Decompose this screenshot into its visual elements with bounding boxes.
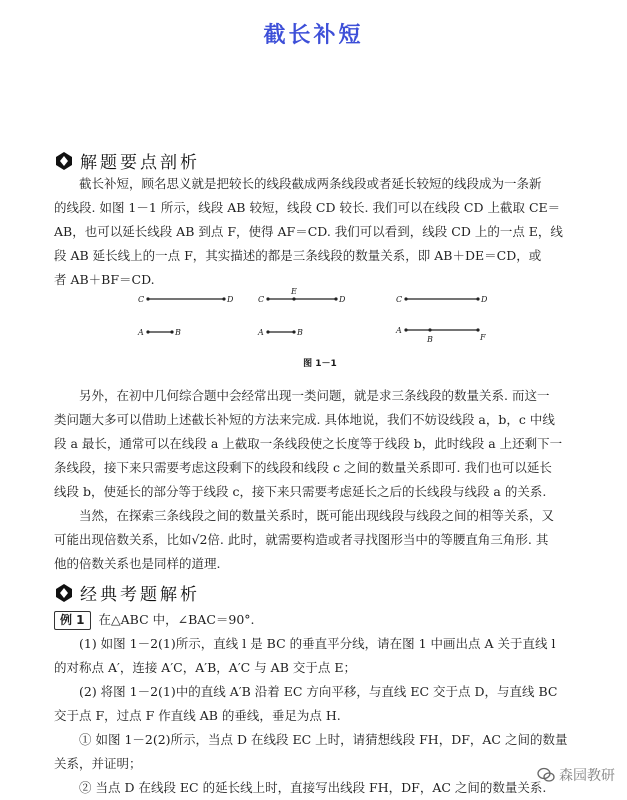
point-A: [146, 330, 149, 333]
text-line: 者 AB＋BF＝CD.: [54, 272, 155, 287]
label-C: C: [258, 295, 265, 304]
text-line: AB，也可以延长线段 AB 到点 F，使得 AF＝CD. 我们可以看到，线段 CD 上的一点 E，线: [54, 224, 563, 239]
label-E: E: [291, 288, 297, 296]
label-B: B: [427, 335, 433, 344]
point-C: [146, 297, 149, 300]
label-D: D: [339, 295, 346, 304]
text-line: 当然，在探索三条线段之间的数量关系时，既可能出现线段与线段之间的相等关系，又: [79, 508, 555, 523]
method-paragraph: [54, 384, 570, 504]
text-line: 的对称点 A′，连接 A′C，A′B，A′C 与 AB 交于点 E；: [54, 660, 356, 675]
example-1: [54, 608, 570, 800]
section-heading-examples: [54, 580, 200, 605]
segment-diagram: [130, 288, 510, 350]
label-C: C: [138, 295, 145, 304]
watermark: [537, 765, 615, 785]
figure-1-1: [130, 288, 510, 372]
text-line: ② 当点 D 在线段 EC 的延长线上时，直接写出线段 FH，DF，AC 之间的数量关系.: [79, 780, 547, 795]
text-line: 段 AB 延长线上的一点 F，其实描述的都是三条线段的数量关系，即 AB＋DE＝CD，或: [54, 248, 542, 263]
point-B: [292, 330, 295, 333]
point-E: [292, 297, 295, 300]
text-line: 交于点 F，过点 F 作直线 AB 的垂线，垂足为点 H.: [54, 708, 341, 723]
point-D: [334, 297, 337, 300]
text-line: 他的倍数关系也是同样的道理.: [54, 556, 221, 571]
section-bullet-icon: [54, 151, 74, 171]
text-line: 可能出现倍数关系，比如√2倍. 此时，就需要构造或者寻找图形当中的等腰直角三角形. 其: [54, 532, 549, 547]
label-A: A: [396, 326, 402, 335]
label-C: C: [396, 295, 403, 304]
label-F: F: [480, 333, 486, 342]
text-line: 类问题大多可以借助上述截长补短的方法来完成. 具体地说，我们不妨设线段 a，b，c 中线: [54, 412, 555, 427]
text-line: 段 a 最长，通常可以在线段 a 上截取一条线段使之长度等于线段 b，此时线段 a 上还剩下一: [54, 436, 563, 451]
text-line: 截长补短，顾名思义就是把较长的线段截成两条线段或者延长较短的线段成为一条新: [79, 176, 542, 191]
wechat-icon: [537, 766, 555, 784]
watermark-text: 森园教研: [559, 768, 615, 784]
section-bullet-icon: [54, 583, 74, 603]
section-heading-text: 解题要点剖析: [80, 153, 200, 173]
point-C: [404, 297, 407, 300]
text-line: 关系，并证明；: [54, 756, 142, 771]
section-heading-text: 经典考题解析: [80, 585, 200, 605]
point-D: [222, 297, 225, 300]
example-stem: 在△ABC 中，∠BAC＝90°.: [98, 612, 255, 627]
intro-paragraph: [54, 172, 570, 292]
example-tag: 例 1: [54, 611, 91, 630]
text-line: 另外，在初中几何综合题中会经常出现一类问题，就是求三条线段的数量关系. 而这一: [79, 388, 550, 403]
point-B: [428, 328, 431, 331]
ratio-paragraph: [54, 504, 570, 576]
text-line: 的线段. 如图 1－1 所示，线段 AB 较短，线段 CD 较长. 我们可以在线段 CD 上截取 CE＝: [54, 200, 561, 215]
point-C: [266, 297, 269, 300]
point-A: [266, 330, 269, 333]
label-A: A: [138, 328, 144, 337]
label-D: D: [227, 295, 234, 304]
page-title: 截长补短: [263, 23, 364, 48]
text-line: (1) 如图 1－2(1)所示，直线 l 是 BC 的垂直平分线，请在图 1 中画出点 A 关于直线 l: [79, 636, 556, 651]
label-D: D: [481, 295, 488, 304]
point-F: [476, 328, 479, 331]
text-line: 线段 b，使延长的部分等于线段 c，接下来只需要考虑延长之后的长线段与线段 a 的关系.: [54, 484, 547, 499]
figure-caption: 图 1－1: [303, 359, 337, 369]
text-line: ① 如图 1－2(2)所示，当点 D 在线段 EC 上时，请猜想线段 FH，DF，AC 之间的数量: [79, 732, 568, 747]
section-heading-analysis: [54, 148, 200, 173]
point-D: [476, 297, 479, 300]
text-line: 条线段，接下来只需要考虑这段剩下的线段和线段 c 之间的数量关系即可. 我们也可以延长: [54, 460, 552, 475]
point-B: [170, 330, 173, 333]
point-A: [404, 328, 407, 331]
text-line: (2) 将图 1－2(1)中的直线 A′B 沿着 EC 方向平移，与直线 EC 交于点 D，与直线 BC: [79, 684, 558, 699]
label-A: A: [258, 328, 264, 337]
label-B: B: [175, 328, 181, 337]
example-stem-line: [54, 608, 570, 632]
label-B: B: [297, 328, 303, 337]
